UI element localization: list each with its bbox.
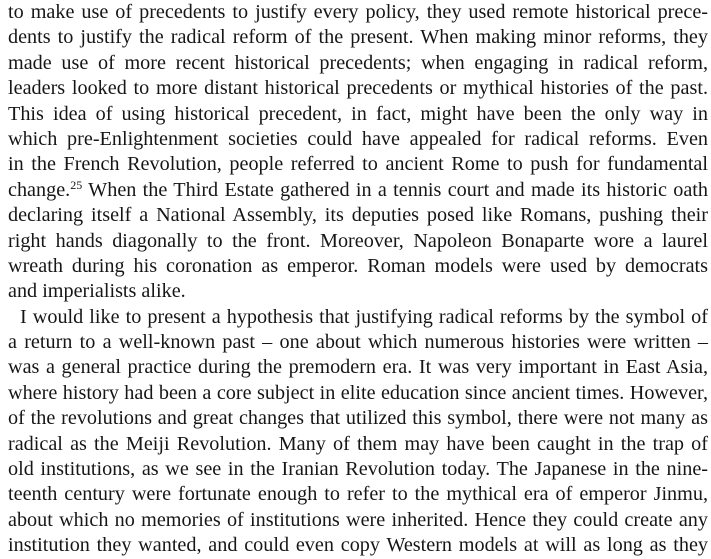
text-line: right hands diagonally to the front. Moreover, Napoleon Bonaparte wore a laurel [8,229,708,252]
paragraph-2 [8,305,708,559]
document-page [8,0,708,559]
text-line: in the French Revolution, people referred to ancient Rome to push for fundamental [8,153,708,176]
text-line: a return to a well-known past – one about which numerous histories were written – [8,331,708,354]
text-line: declaring itself a National Assembly, its deputies posed like Romans, pushing their [8,204,708,227]
text-line: teenth century were fortunate enough to refer to the mythical era of emperor Jinmu, [8,483,708,506]
text-line: leaders looked to more distant historical precedents or mythical histories of the past. [8,77,708,100]
footnote-reference: 25 [70,177,83,192]
text-segment: change. [8,178,71,201]
text-line-with-footnote [8,178,708,203]
text-line: old institutions, as we see in the Iranian Revolution today. The Japanese in the nine- [8,458,708,481]
text-line: dents to justify the radical reform of the present. When making minor reforms, they [8,26,708,49]
text-line: I would like to present a hypothesis that justifying radical reforms by the symbol of [20,305,708,328]
text-line: was a general practice during the premodern era. It was very important in East Asia, [8,356,708,379]
text-line: This idea of using historical precedent, in fact, might have been the only way in [8,102,708,125]
text-line: wreath during his coronation as emperor. Roman models were used by democrats [8,254,708,277]
text-line: radical as the Meiji Revolution. Many of them may have been caught in the trap of [8,432,708,455]
text-line: to make use of precedents to justify every policy, they used remote historical prece- [8,1,708,23]
text-segment: When the Third Estate gathered in a tennis court and made its historic oath [82,178,708,201]
text-line: and imperialists alike. [8,280,186,303]
text-line: of the revolutions and great changes that utilized this symbol, there were not many as [8,407,708,430]
text-line: made use of more recent historical precedents; when engaging in radical reform, [8,51,708,74]
text-line: which pre-Enlightenment societies could have appealed for radical reforms. Even [8,127,708,150]
text-line: institution they wanted, and could even copy Western models at will as long as they [8,534,708,557]
paragraph-1 [8,0,708,305]
text-line: about which no memories of institutions were inherited. Hence they could create any [8,508,708,531]
text-line: where history had been a core subject in elite education since ancient times. However, [8,381,708,404]
